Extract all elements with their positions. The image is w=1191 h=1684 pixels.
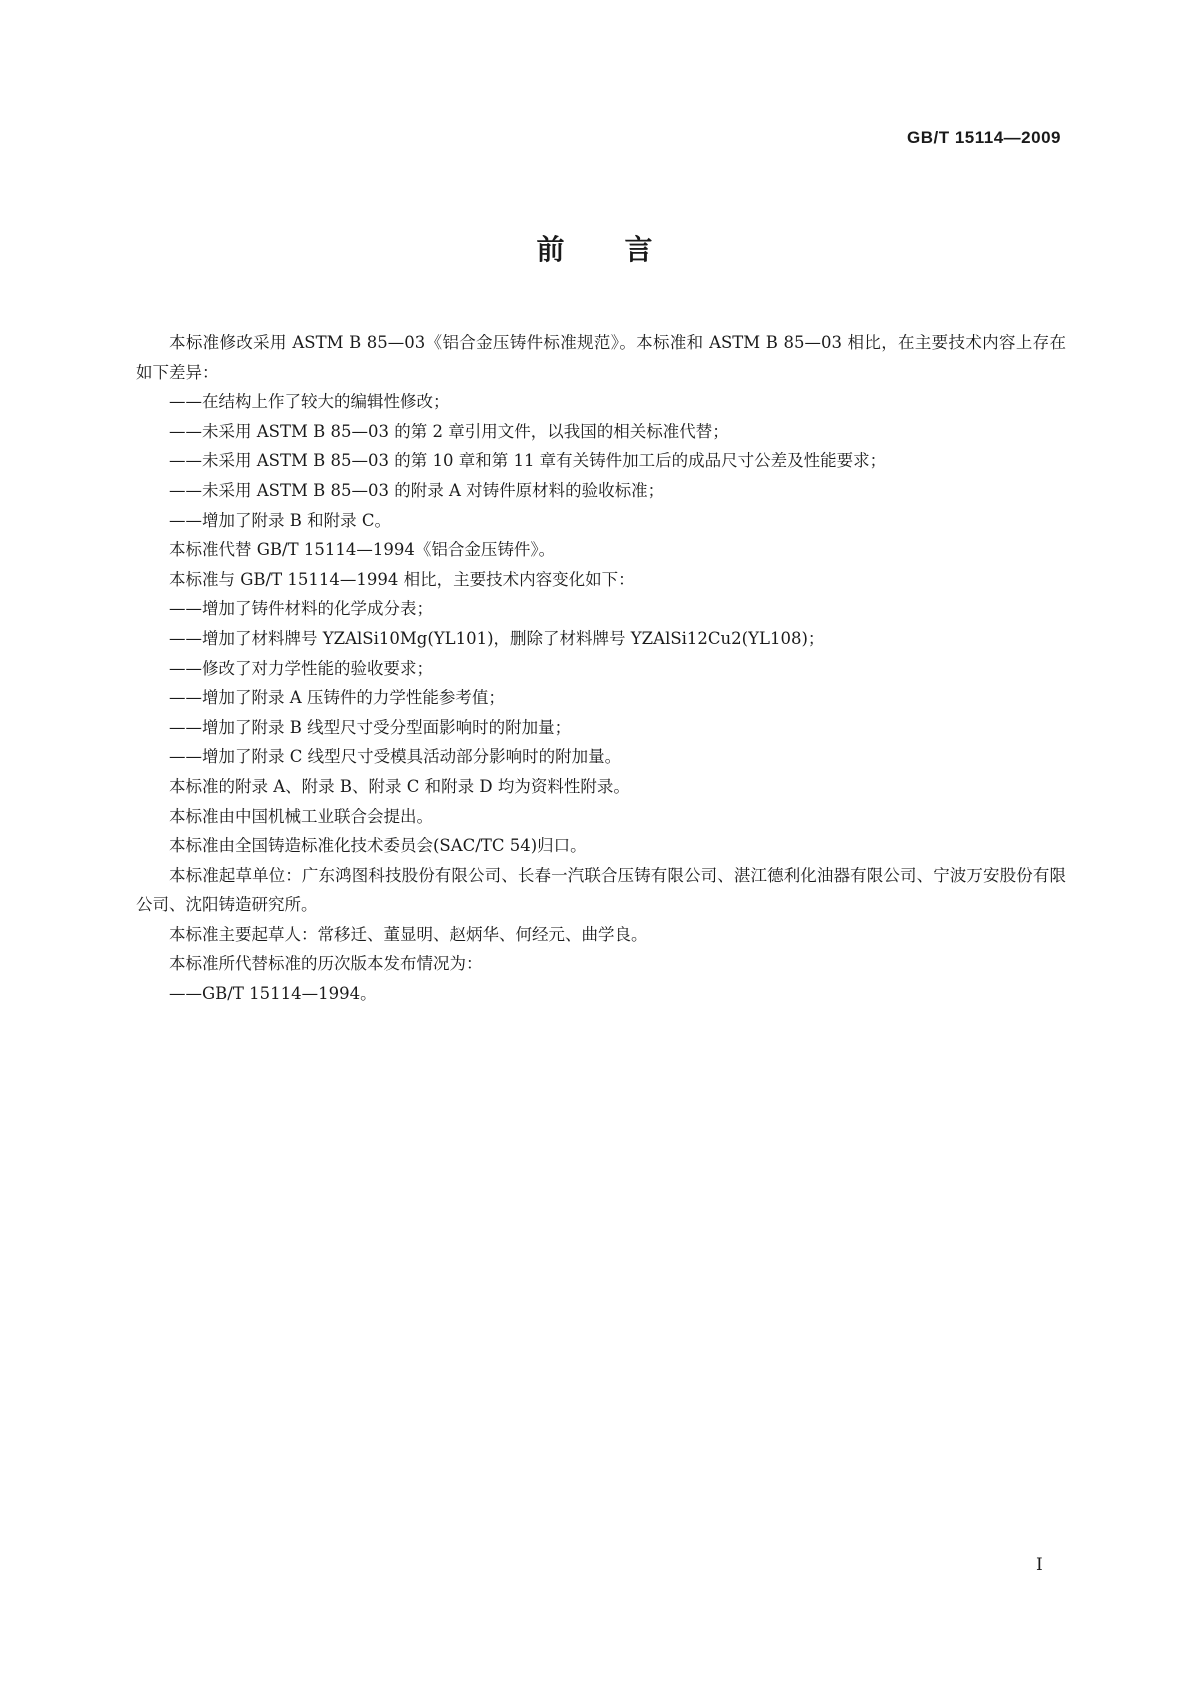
dash-item: ——增加了材料牌号 YZAlSi10Mg(YL101)，删除了材料牌号 YZAlSi12Cu2(YL108)； xyxy=(169,628,825,648)
standard-code: GB/T 15114—2009 xyxy=(907,128,1061,147)
page-title xyxy=(0,228,1191,268)
dash-item: ——未采用 ASTM B 85—03 的第 2 章引用文件，以我国的相关标准代替； xyxy=(169,421,729,441)
paragraph: 本标准与 GB/T 15114—1994 相比，主要技术内容变化如下： xyxy=(169,569,635,589)
dash-item: ——修改了对力学性能的验收要求； xyxy=(169,658,433,678)
page-number: I xyxy=(1036,1555,1043,1575)
paragraph: 本标准起草单位：广东鸿图科技股份有限公司、长春一汽联合压铸有限公司、湛江德利化油器有限公司、宁波万安股份有限公司、沈阳铸造研究所。 xyxy=(136,865,1066,915)
foreword-body xyxy=(136,328,1066,1009)
dash-item: ——增加了附录 B 和附录 C。 xyxy=(169,510,391,530)
dash-item: ——增加了附录 C 线型尺寸受模具活动部分影响时的附加量。 xyxy=(169,747,622,767)
title-char-1: 前 xyxy=(536,233,567,266)
dash-item: ——增加了铸件材料的化学成分表； xyxy=(169,599,433,619)
paragraph: 本标准由全国铸造标准化技术委员会(SAC/TC 54)归口。 xyxy=(169,836,587,856)
dash-item: ——增加了附录 B 线型尺寸受分型面影响时的附加量； xyxy=(169,717,572,737)
title-char-2: 言 xyxy=(624,233,655,266)
dash-item: ——GB/T 15114—1994。 xyxy=(169,984,377,1004)
paragraph: 本标准修改采用 ASTM B 85—03《铝合金压铸件标准规范》。本标准和 ASTM B 85—03 相比，在主要技术内容上存在如下差异： xyxy=(136,333,1066,382)
dash-item: ——未采用 ASTM B 85—03 的附录 A 对铸件原材料的验收标准； xyxy=(169,480,665,500)
paragraph: 本标准代替 GB/T 15114—1994《铝合金压铸件》。 xyxy=(169,540,556,560)
paragraph: 本标准的附录 A、附录 B、附录 C 和附录 D 均为资料性附录。 xyxy=(169,776,630,796)
dash-item: ——增加了附录 A 压铸件的力学性能参考值； xyxy=(169,688,505,708)
paragraph: 本标准所代替标准的历次版本发布情况为： xyxy=(169,954,483,974)
paragraph: 本标准主要起草人：常移迁、董显明、赵炳华、何经元、曲学良。 xyxy=(169,924,648,944)
paragraph: 本标准由中国机械工业联合会提出。 xyxy=(169,806,433,826)
dash-item: ——在结构上作了较大的编辑性修改； xyxy=(169,392,450,412)
dash-item: ——未采用 ASTM B 85—03 的第 10 章和第 11 章有关铸件加工后的成品尺寸公差及性能要求； xyxy=(169,451,887,471)
